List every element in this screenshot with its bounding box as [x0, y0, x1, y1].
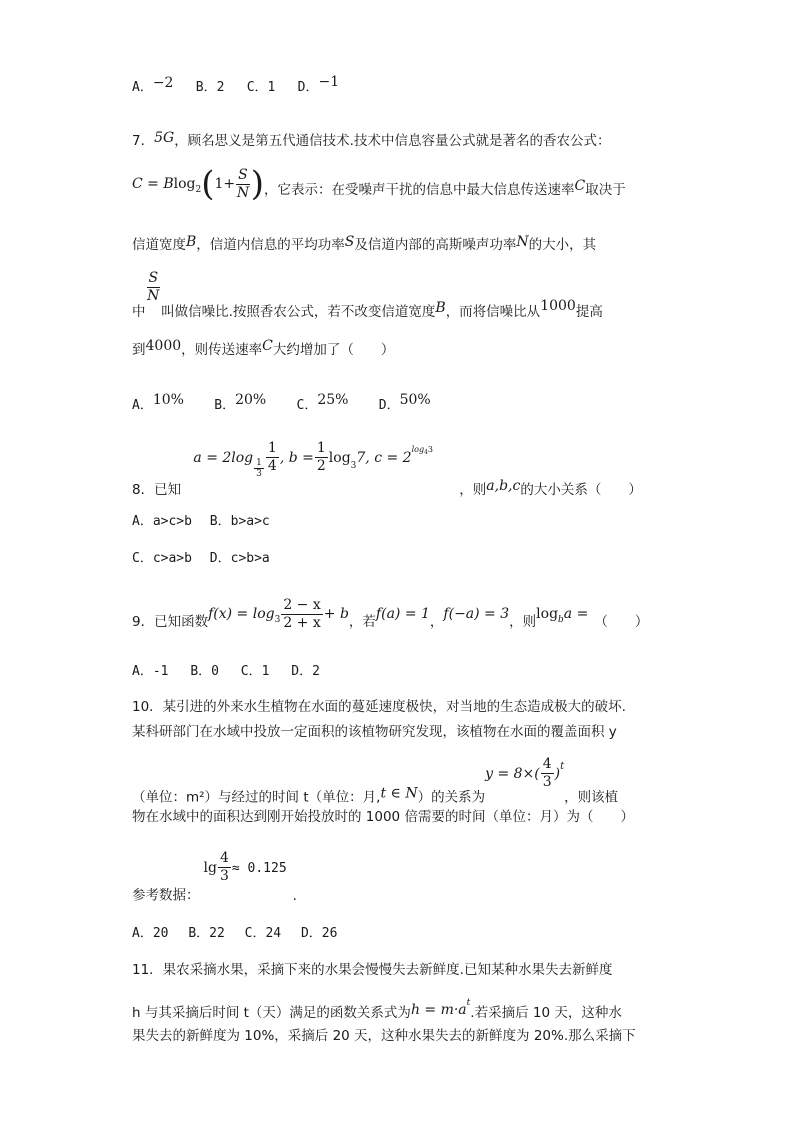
q10-line1: 10．某引进的外来水生植物在水面的蔓延速度极快，对当地的生态造成极大的破坏. — [132, 699, 626, 715]
q6-options — [132, 72, 339, 98]
q7-line3: 信道宽度B，信道内信息的平均功率S及信道内部的高斯噪声功率N的大小，其 — [132, 234, 597, 253]
q6-option-c: C．1 — [246, 80, 276, 95]
q8-option-d: D．c>b>a — [209, 551, 270, 566]
q7-options — [132, 390, 431, 416]
q9-ask: $\log_ba$ = — [536, 606, 589, 625]
q8-line: 8．已知 a = 2log $\frac{1}{3}$ $\frac{1}{4}$ , b = $\frac{1}{2}$ $\log_37$, $c = 2^{log43}$ ，则a,b,c的大小关系（ ） — [132, 440, 642, 498]
q10-option-c: C．24 — [244, 926, 282, 941]
q10-line2: 某科研部门在水域中投放一定面积的该植物研究发现，该植物在水面的覆盖面积 y — [132, 724, 617, 740]
q8-options-row1 — [132, 512, 270, 532]
q7-option-d: D．50% — [378, 392, 431, 413]
q7-line1: 7．5G，顾名思义是第五代通信技术.技术中信息容量公式就是著名的香农公式： — [132, 130, 611, 149]
q8-option-c: C．c>a>b — [132, 551, 192, 566]
q7-option-a: A．10% — [132, 392, 184, 413]
q7-option-b: B．20% — [214, 392, 267, 413]
q10-line4: 物在水域中的面积达到刚开始投放时的 1000 倍需要的时间（单位：月）为（ ） — [132, 809, 634, 825]
q6-option-b: B．2 — [195, 80, 225, 95]
q10-option-a: A．20 — [132, 926, 169, 941]
q11-line2: h 与其采摘后时间 t（天）满足的函数关系式为$h = m\cdot a^t$.若采摘后 10 天，这种水 — [132, 998, 622, 1021]
shannon-formula: C = Blog$_2$(1+ $\frac{S}{N}$ ) — [132, 164, 265, 204]
q7-line4: 中 $\frac{S}{N}$ 叫做信噪比.按照香农公式，若不改变信道宽度B，而将信噪比从1000提高 — [132, 270, 603, 320]
q9-option-b: B．0 — [190, 664, 219, 679]
q8-formula: a = 2log $\frac{1}{3}$ $\frac{1}{4}$ , b = $\frac{1}{2}$ $\log_37$, $c = 2^{log43}$ — [193, 440, 433, 479]
q10-option-d: D．26 — [300, 926, 338, 941]
q11-line1: 11．果农采摘水果，采摘下来的水果会慢慢失去新鲜度.已知某种水果失去新鲜度 — [132, 962, 613, 978]
q9-option-a: A．-1 — [132, 664, 169, 679]
q9-option-d: D．2 — [291, 664, 320, 679]
q10-growth-formula: y = 8×( $\frac{4}{3}$ )$^t$ — [485, 756, 565, 790]
q7-option-c: C．25% — [296, 392, 349, 413]
q10-ref-formula: lg $\frac{4}{3}$ ≈ 0.125 — [203, 850, 287, 884]
q6-option-d: D．−1 — [297, 74, 340, 95]
q10-options — [132, 924, 337, 944]
q11-formula: $h = m\cdot a^t$ — [410, 998, 471, 1018]
q7-line5: 到4000，则传送速率C大约增加了（ ） — [132, 338, 395, 358]
q10-option-b: B．22 — [188, 926, 225, 941]
q6-option-a: A．−2 — [132, 75, 174, 95]
q11-line3: 果失去的新鲜度为 10%，采摘后 20 天，这种水果失去的新鲜度为 20%.那么采摘下 — [132, 1028, 636, 1044]
snr-fraction: $\frac{S}{N}$ — [147, 270, 160, 304]
q9-function: $f(x) = \log_3$ $\frac{2 - x}{2 + x}$ + b — [208, 596, 349, 631]
q10-line3: （单位：m²）与经过的时间 t（单位：月,t ∈ N）的关系为y = 8×( $\frac{4}{3}$ )$^t$，则该植 — [132, 756, 619, 806]
q9-line: 9．已知函数$f(x) = \log_3$ $\frac{2 - x}{2 + x}$ + b，若f(a) = 1，f(−a) = 3，则$\log_ba$ = （ ） — [132, 596, 649, 631]
q7-line2: C = Blog$_2$(1+ $\frac{S}{N}$ )，它表示：在受噪声干扰的信息中最大信息传送速率C取决于 — [132, 164, 626, 204]
q8-option-b: B．b>a>c — [209, 514, 270, 529]
q9-option-c: C．1 — [240, 664, 270, 679]
q9-options — [132, 662, 320, 682]
q8-options-row2 — [132, 549, 270, 569]
q8-option-a: A．a>c>b — [132, 514, 192, 529]
q10-reference: 参考数据：lg $\frac{4}{3}$ ≈ 0.125. — [132, 850, 297, 904]
